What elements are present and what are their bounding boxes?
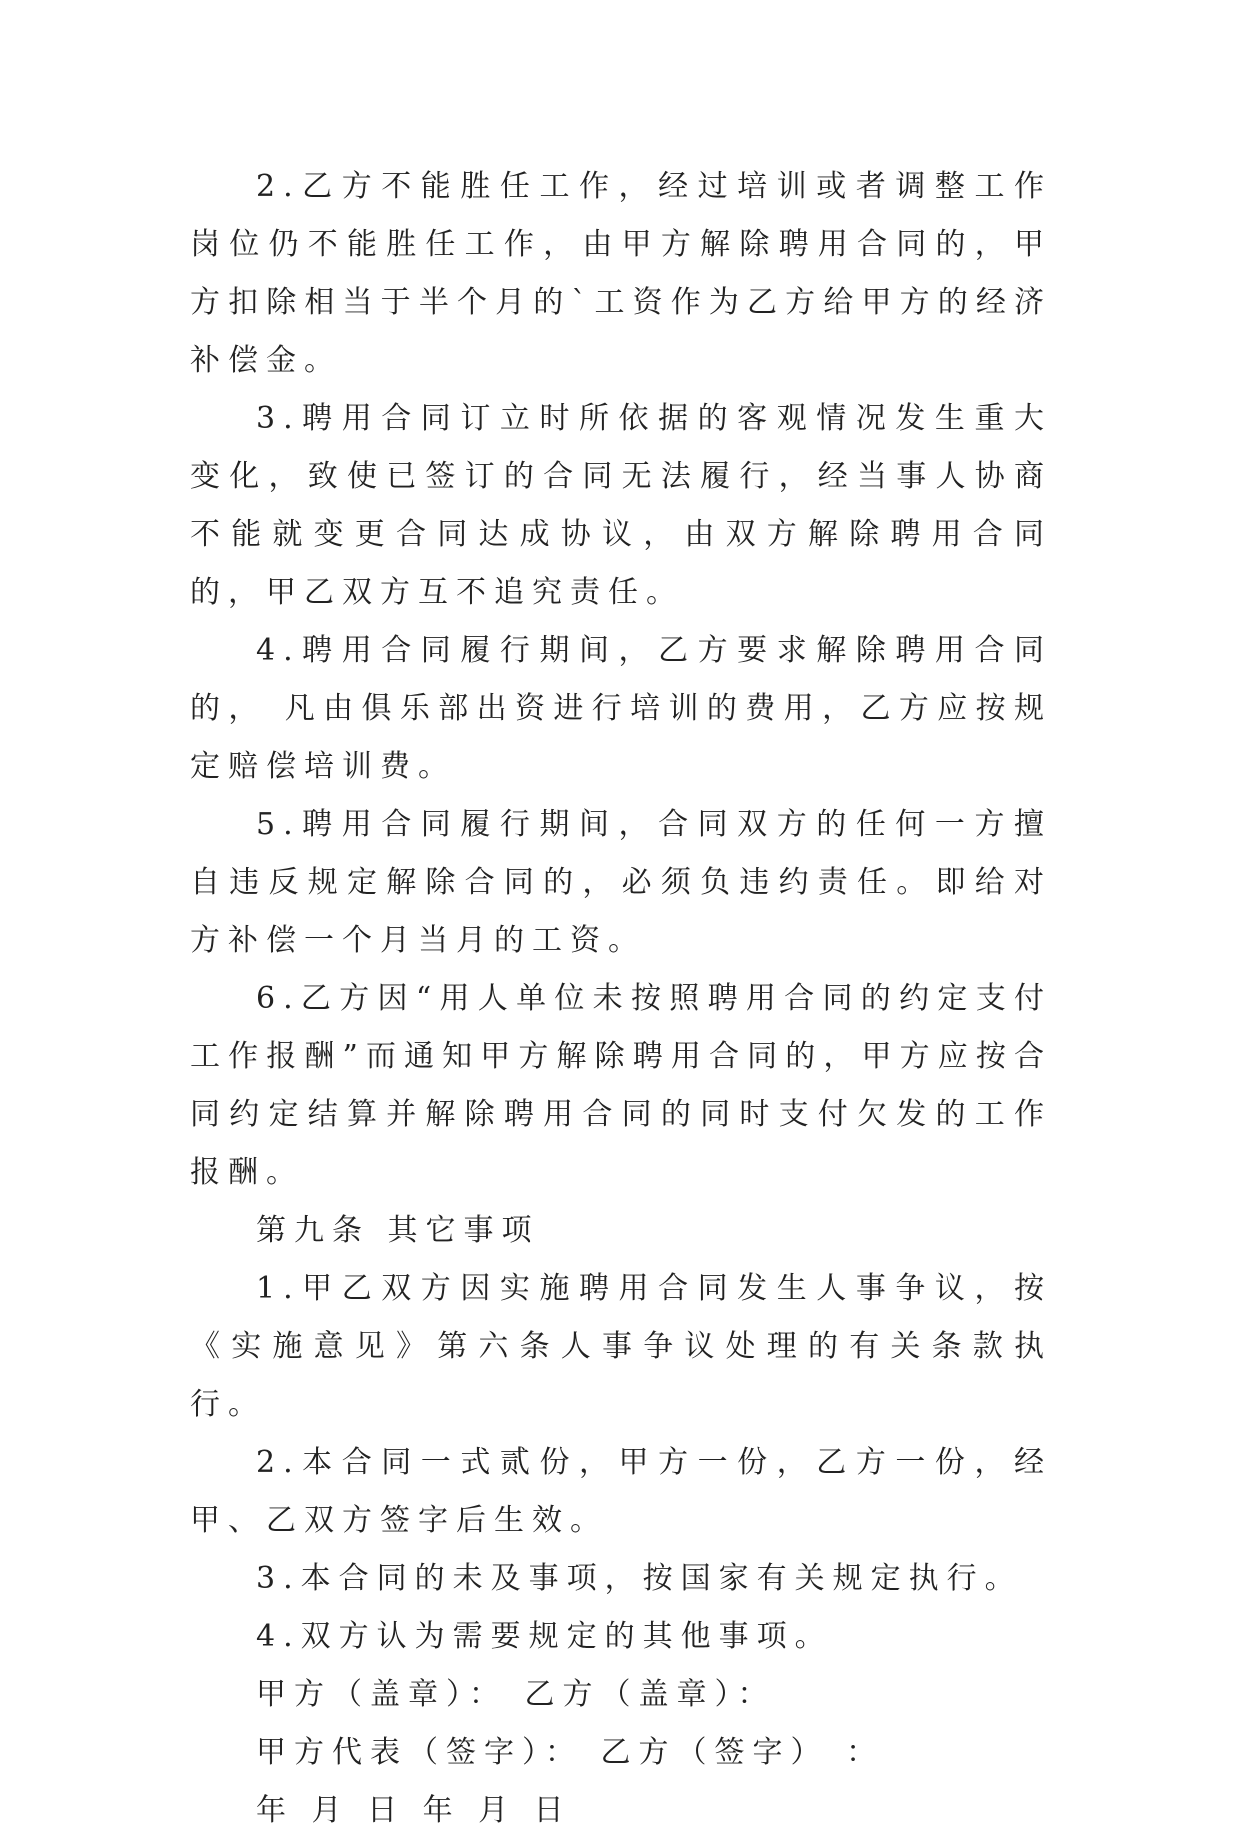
article-9-item-3: 3.本合同的未及事项，按国家有关规定执行。 (256, 1561, 1023, 1596)
clause-5-paragraph: 5.聘用合同履行期间，合同双方的任何一方擅自违反规定解除合同的，必须负违约责任。即给对方补偿一个月当月的工资。 (190, 807, 1052, 958)
clause-2-paragraph: 2.乙方不能胜任工作，经过培训或者调整工作岗位仍不能胜任工作，由甲方解除聘用合同的，甲方扣除相当于半个月的`工资作为乙方给甲方的经济补偿金。 (190, 169, 1052, 378)
article-9-heading: 第九条 其它事项 (256, 1213, 540, 1248)
clause-3-paragraph: 3.聘用合同订立时所依据的客观情况发生重大变化，致使已签订的合同无法履行，经当事人协商不能就变更合同达成协议，由双方解除聘用合同的，甲乙双方互不追究责任。 (190, 401, 1052, 610)
date-line: 年 月 日 年 月 日 (256, 1793, 572, 1828)
document-body (190, 158, 1052, 1840)
article-9-item-1: 1.甲乙双方因实施聘用合同发生人事争议，按《实施意见》第六条人事争议处理的有关条款执行。 (190, 1271, 1052, 1422)
clause-6-paragraph: 6.乙方因“用人单位未按照聘用合同的约定支付工作报酬”而通知甲方解除聘用合同的，甲方应按合同约定结算并解除聘用合同的同时支付欠发的工作报酬。 (190, 981, 1052, 1190)
seal-line: 甲方（盖章）： 乙方（盖章）： (256, 1677, 776, 1712)
clause-4-paragraph: 4.聘用合同履行期间，乙方要求解除聘用合同的， 凡由俱乐部出资进行培训的费用，乙方应按规定赔偿培训费。 (190, 633, 1052, 784)
article-9-item-4: 4.双方认为需要规定的其他事项。 (256, 1619, 833, 1654)
article-9-item-2: 2.本合同一式贰份，甲方一份，乙方一份，经甲、乙双方签字后生效。 (190, 1445, 1052, 1538)
signature-line: 甲方代表（签字）： 乙方（签字） ： (256, 1735, 885, 1770)
